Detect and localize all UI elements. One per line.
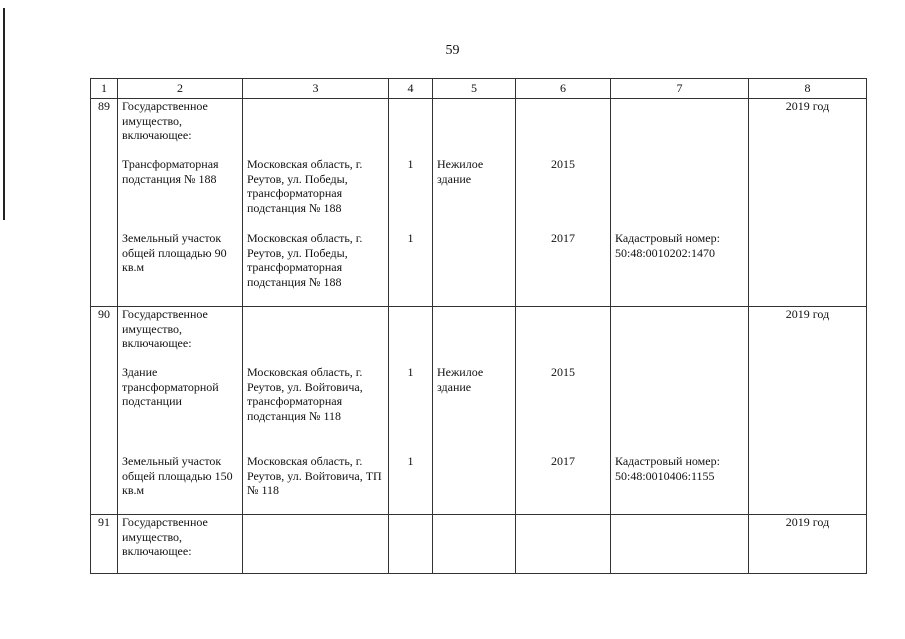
transfer-year: 2019 год [749, 515, 867, 574]
item-year-built: 2017 [551, 454, 575, 468]
property-table [90, 78, 867, 574]
item-year-built: 2017 [551, 231, 575, 245]
item-names-cell [118, 99, 243, 307]
column-header: 5 [433, 79, 516, 99]
column-header: 8 [749, 79, 867, 99]
column-header: 7 [611, 79, 749, 99]
transfer-year: 2019 год [749, 307, 867, 515]
item-name: Земельный участок общей площадью 90 кв.м [122, 231, 227, 274]
year-built-cell [516, 515, 611, 574]
type-cell [433, 307, 516, 515]
item-address: Московская область, г. Реутов, ул. Войтовича, ТП № 118 [247, 454, 382, 497]
quantity-cell [389, 307, 433, 515]
year-built-cell [516, 307, 611, 515]
item-name: Трансформаторная подстанция № 188 [122, 157, 219, 186]
cadastral-cell [611, 99, 749, 307]
cadastral-cell [611, 307, 749, 515]
item-address: Московская область, г. Реутов, ул. Войтовича, трансформаторная подстанция № 118 [247, 365, 363, 423]
item-year-built: 2015 [551, 157, 575, 171]
item-quantity: 1 [407, 365, 414, 379]
item-name: Земельный участок общей площадью 150 кв.м [122, 454, 233, 497]
address-cell [243, 515, 389, 574]
quantity-cell [389, 515, 433, 574]
cadastral-cell [611, 515, 749, 574]
item-quantity: 1 [407, 454, 414, 468]
address-cell [243, 307, 389, 515]
quantity-cell [389, 99, 433, 307]
scan-margin-mark [3, 8, 5, 220]
transfer-year: 2019 год [749, 99, 867, 307]
item-cadastral-number: Кадастровый номер: 50:48:0010202:1470 [615, 231, 720, 260]
item-address: Московская область, г. Реутов, ул. Победы, трансформаторная подстанция № 188 [247, 231, 363, 289]
table-row [91, 515, 867, 574]
column-header: 4 [389, 79, 433, 99]
item-address: Московская область, г. Реутов, ул. Победы, трансформаторная подстанция № 188 [247, 157, 363, 215]
item-cadastral-number: Кадастровый номер: 50:48:0010406:1155 [615, 454, 720, 483]
page-number: 59 [445, 43, 460, 58]
group-title: Государственное имущество, включающее: [122, 307, 208, 350]
type-cell [433, 99, 516, 307]
type-cell [433, 515, 516, 574]
row-number: 90 [91, 307, 118, 515]
item-name: Здание трансформаторной подстанции [122, 365, 219, 408]
item-names-cell [118, 307, 243, 515]
row-number: 89 [91, 99, 118, 307]
item-type: Нежилое здание [437, 365, 484, 394]
item-quantity: 1 [407, 157, 414, 171]
group-title: Государственное имущество, включающее: [122, 99, 208, 142]
column-header: 6 [516, 79, 611, 99]
item-type: Нежилое здание [437, 157, 484, 186]
item-quantity: 1 [407, 231, 414, 245]
address-cell [243, 99, 389, 307]
year-built-cell [516, 99, 611, 307]
column-header-row [91, 79, 867, 99]
group-title: Государственное имущество, включающее: [118, 515, 243, 574]
table-row [91, 307, 867, 515]
row-number: 91 [91, 515, 118, 574]
item-year-built: 2015 [551, 365, 575, 379]
table-row [91, 99, 867, 307]
column-header: 1 [91, 79, 118, 99]
column-header: 3 [243, 79, 389, 99]
column-header: 2 [118, 79, 243, 99]
